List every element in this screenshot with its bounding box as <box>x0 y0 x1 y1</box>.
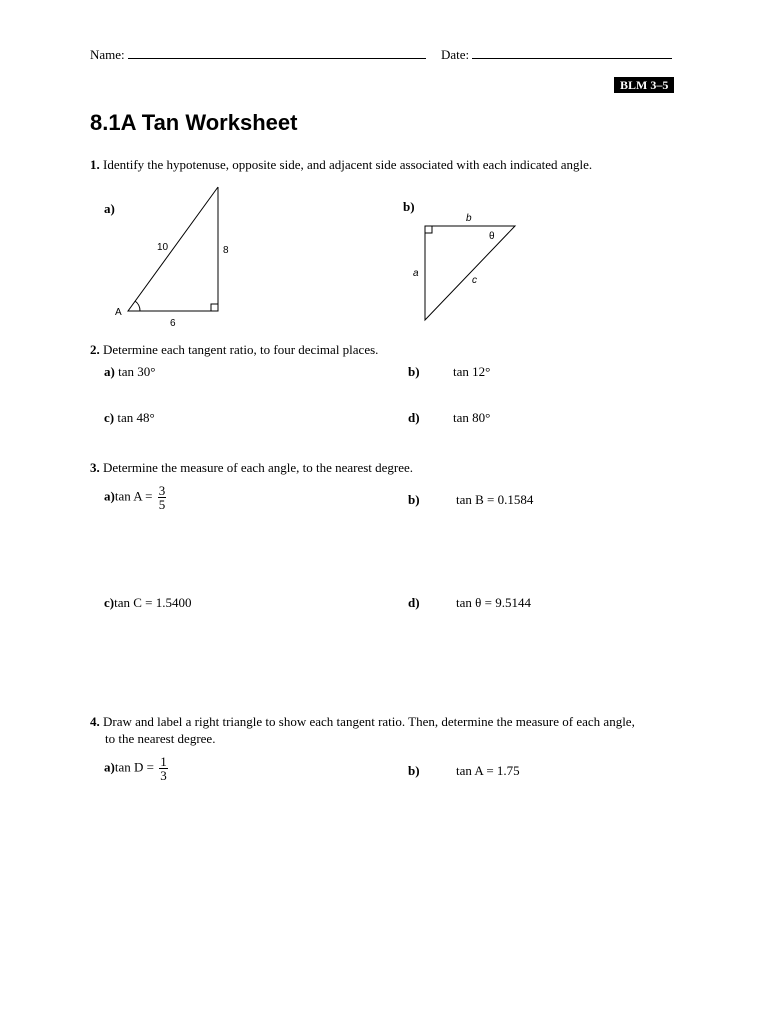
q4-a-denominator: 3 <box>160 768 167 783</box>
angle-label-b: θ <box>489 231 495 242</box>
q3-a-label: a) <box>104 488 115 504</box>
q2-d-label: d) <box>408 410 420 425</box>
q2-d-text: tan 80° <box>453 410 491 425</box>
question-1-text: Identify the hypotenuse, opposite side, and adjacent side associated with each indicated angle. <box>103 157 593 172</box>
q3-c <box>104 595 192 611</box>
q3-c-label: c) <box>104 595 115 610</box>
adj-label-a: 6 <box>170 318 176 329</box>
top-label-b: b <box>466 213 472 224</box>
q3-b-text: tan B = 0.1584 <box>456 492 534 507</box>
q3-b-label: b) <box>408 492 420 507</box>
q4-b-text: tan A = 1.75 <box>456 763 520 778</box>
q3-a-fraction <box>158 484 167 511</box>
left-label-b: a <box>413 268 419 279</box>
q1-b-label: b) <box>403 199 415 214</box>
q2-a <box>104 364 155 380</box>
q4-a-numerator: 1 <box>160 754 167 769</box>
name-label: Name: <box>90 47 125 62</box>
hyp-label-b: c <box>472 275 477 286</box>
q2-b-text: tan 12° <box>453 364 491 379</box>
right-angle-marker <box>211 304 218 311</box>
question-3-text: Determine the measure of each angle, to the nearest degree. <box>103 460 414 475</box>
question-3-number: 3. <box>90 460 100 475</box>
question-4 <box>90 714 635 730</box>
q2-a-text: tan 30° <box>118 364 156 379</box>
q2-c <box>104 410 155 426</box>
q4-a-prefix: tan D = <box>114 759 154 775</box>
question-4-number: 4. <box>90 714 100 729</box>
q1-a-label: a) <box>104 201 115 216</box>
right-angle-marker <box>425 226 432 233</box>
q3-d-text: tan θ = 9.5144 <box>456 595 531 610</box>
q4-a-label: a) <box>104 759 115 775</box>
q2-c-label: c) <box>104 410 115 425</box>
q3-a <box>104 484 166 511</box>
q4-b-label: b) <box>408 763 420 778</box>
q2-c-text: tan 48° <box>117 410 155 425</box>
angle-label-a: A <box>115 307 122 318</box>
q3-a-numerator: 3 <box>158 483 166 498</box>
question-2-text: Determine each tangent ratio, to four decimal places. <box>103 342 379 357</box>
question-2-number: 2. <box>90 342 100 357</box>
question-3 <box>90 460 413 476</box>
q4-a <box>104 755 168 782</box>
q2-a-label: a) <box>104 364 115 379</box>
question-2 <box>90 342 378 358</box>
hyp-label-a: 10 <box>157 242 169 253</box>
question-4-text-line2: to the nearest degree. <box>105 731 216 746</box>
q3-d-label: d) <box>408 595 420 610</box>
q3-c-text: tan C = 1.5400 <box>114 595 192 610</box>
page-title: 8.1A Tan Worksheet <box>90 110 298 135</box>
triangle-a <box>115 187 229 329</box>
blm-badge: BLM 3–5 <box>614 77 674 93</box>
q2-b-label: b) <box>408 364 420 379</box>
q3-a-denominator: 5 <box>158 497 166 512</box>
triangle-b <box>413 213 515 320</box>
triangle-a-figure <box>0 0 770 340</box>
q3-a-prefix: tan A = <box>114 488 153 504</box>
question-1-number: 1. <box>90 157 100 172</box>
date-label: Date: <box>441 47 470 62</box>
question-4-text-line1: Draw and label a right triangle to show each tangent ratio. Then, determine the measure of each angle, <box>103 714 635 729</box>
opp-label-a: 8 <box>223 245 229 256</box>
q4-a-fraction <box>159 755 168 782</box>
angle-arc <box>135 301 140 311</box>
